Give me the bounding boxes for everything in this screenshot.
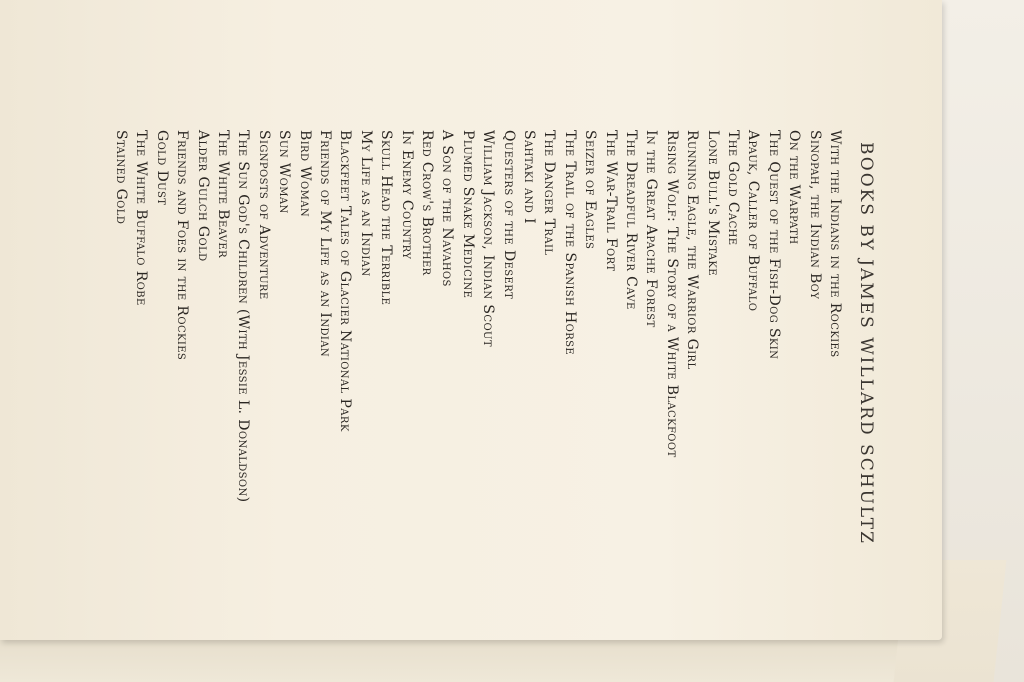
list-item: With the Indians in the Rockies [827,130,843,358]
list-item: A Son of the Navahos [439,130,455,287]
list-item: Sahtaki and I [521,130,537,224]
page-edge-bottom [0,640,980,682]
list-item: The White Buffalo Robe [133,130,149,306]
book-list [84,80,876,550]
list-item: The White Beaver [215,130,231,259]
list-item: Plumed Snake Medicine [460,130,476,299]
list-item: Apauk, Caller of Buffalo [745,130,761,312]
list-item: Friends and Foes in the Rockies [174,130,190,361]
list-item: Running Eagle, the Warrior Girl [684,130,700,370]
page-heading: BOOKS BY JAMES WILLARD SCHULTZ [856,142,876,545]
list-item: Blackfeet Tales of Glacier National Park [337,130,353,432]
list-item: Stained Gold [113,130,129,225]
list-item: In Enemy Country [399,130,415,260]
list-item: Bird Woman [297,130,313,218]
list-item: The Sun God's Children (With Jessie L. Donaldson) [235,130,251,503]
list-item: The Dreadful River Cave [623,130,639,310]
list-item: The Quest of the Fish-Dog Skin [766,130,782,360]
list-item: The Gold Cache [725,130,741,246]
list-item: Friends of My Life as an Indian [317,130,333,358]
list-item: In the Great Apache Forest [643,130,659,328]
list-item: Signposts of Adventure [256,130,272,300]
list-item: On the Warpath [786,130,802,245]
list-item: Sun Woman [276,130,292,214]
list-item: Gold Dust [154,130,170,206]
list-item: Sinopah, the Indian Boy [807,130,823,300]
list-item: The Danger Trail [541,130,557,256]
list-item: The Trail of the Spanish Horse [562,130,578,356]
list-item: My Life as an Indian [358,130,374,277]
list-item: Lone Bull's Mistake [705,130,721,276]
list-item: Seizer of Eagles [582,130,598,250]
list-item: Skull Head the Terrible [378,130,394,306]
list-item: Red Crow's Brother [419,130,435,276]
list-item: Questers of the Desert [501,130,517,300]
list-item: The War-Trail Fort [603,130,619,272]
list-item: Alder Gulch Gold [195,130,211,262]
list-item: William Jackson, Indian Scout [480,130,496,347]
list-item: Rising Wolf: The Story of a White Blackfoot [664,130,680,458]
